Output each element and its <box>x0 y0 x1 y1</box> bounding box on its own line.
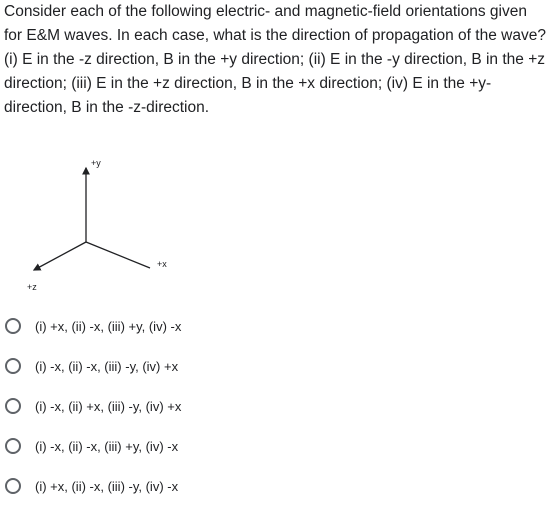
radio-button[interactable] <box>5 438 21 454</box>
answer-option-1[interactable] <box>0 306 550 346</box>
radio-button[interactable] <box>5 478 21 494</box>
x-axis-line <box>86 242 150 268</box>
answer-option-4[interactable] <box>0 426 550 466</box>
answer-option-3[interactable] <box>0 386 550 426</box>
answer-option-label: (i) -x, (ii) +x, (iii) -y, (iv) +x <box>35 398 182 414</box>
question-text: Consider each of the following electric- and magnetic-field orientations given for E&M waves. In each case, what is the direction of propagation of the wave? (i) E in the -z direction, B in the +y direction; (ii) E in the -y direction, B in the +z direction; (iii) E in the +z direction, B in the +x direction; (iv) E in the +y-direction, B in the -z-direction. <box>4 3 546 116</box>
answer-option-label: (i) +x, (ii) -x, (iii) -y, (iv) -x <box>35 478 179 494</box>
z-axis-label: +z <box>27 282 37 292</box>
x-axis-label: +x <box>157 259 167 269</box>
radio-button[interactable] <box>5 318 21 334</box>
answer-option-label: (i) -x, (ii) -x, (iii) -y, (iv) +x <box>35 358 179 374</box>
answer-option-5[interactable] <box>0 466 550 506</box>
radio-button[interactable] <box>5 358 21 374</box>
y-axis-label: +y <box>91 158 101 168</box>
radio-button[interactable] <box>5 398 21 414</box>
answer-option-label: (i) +x, (ii) -x, (iii) +y, (iv) -x <box>35 318 182 334</box>
answer-option-label: (i) -x, (ii) -x, (iii) +y, (iv) -x <box>35 438 179 454</box>
answer-options <box>0 306 550 506</box>
answer-option-2[interactable] <box>0 346 550 386</box>
z-axis-line <box>34 242 86 270</box>
axes-diagram <box>0 140 200 310</box>
